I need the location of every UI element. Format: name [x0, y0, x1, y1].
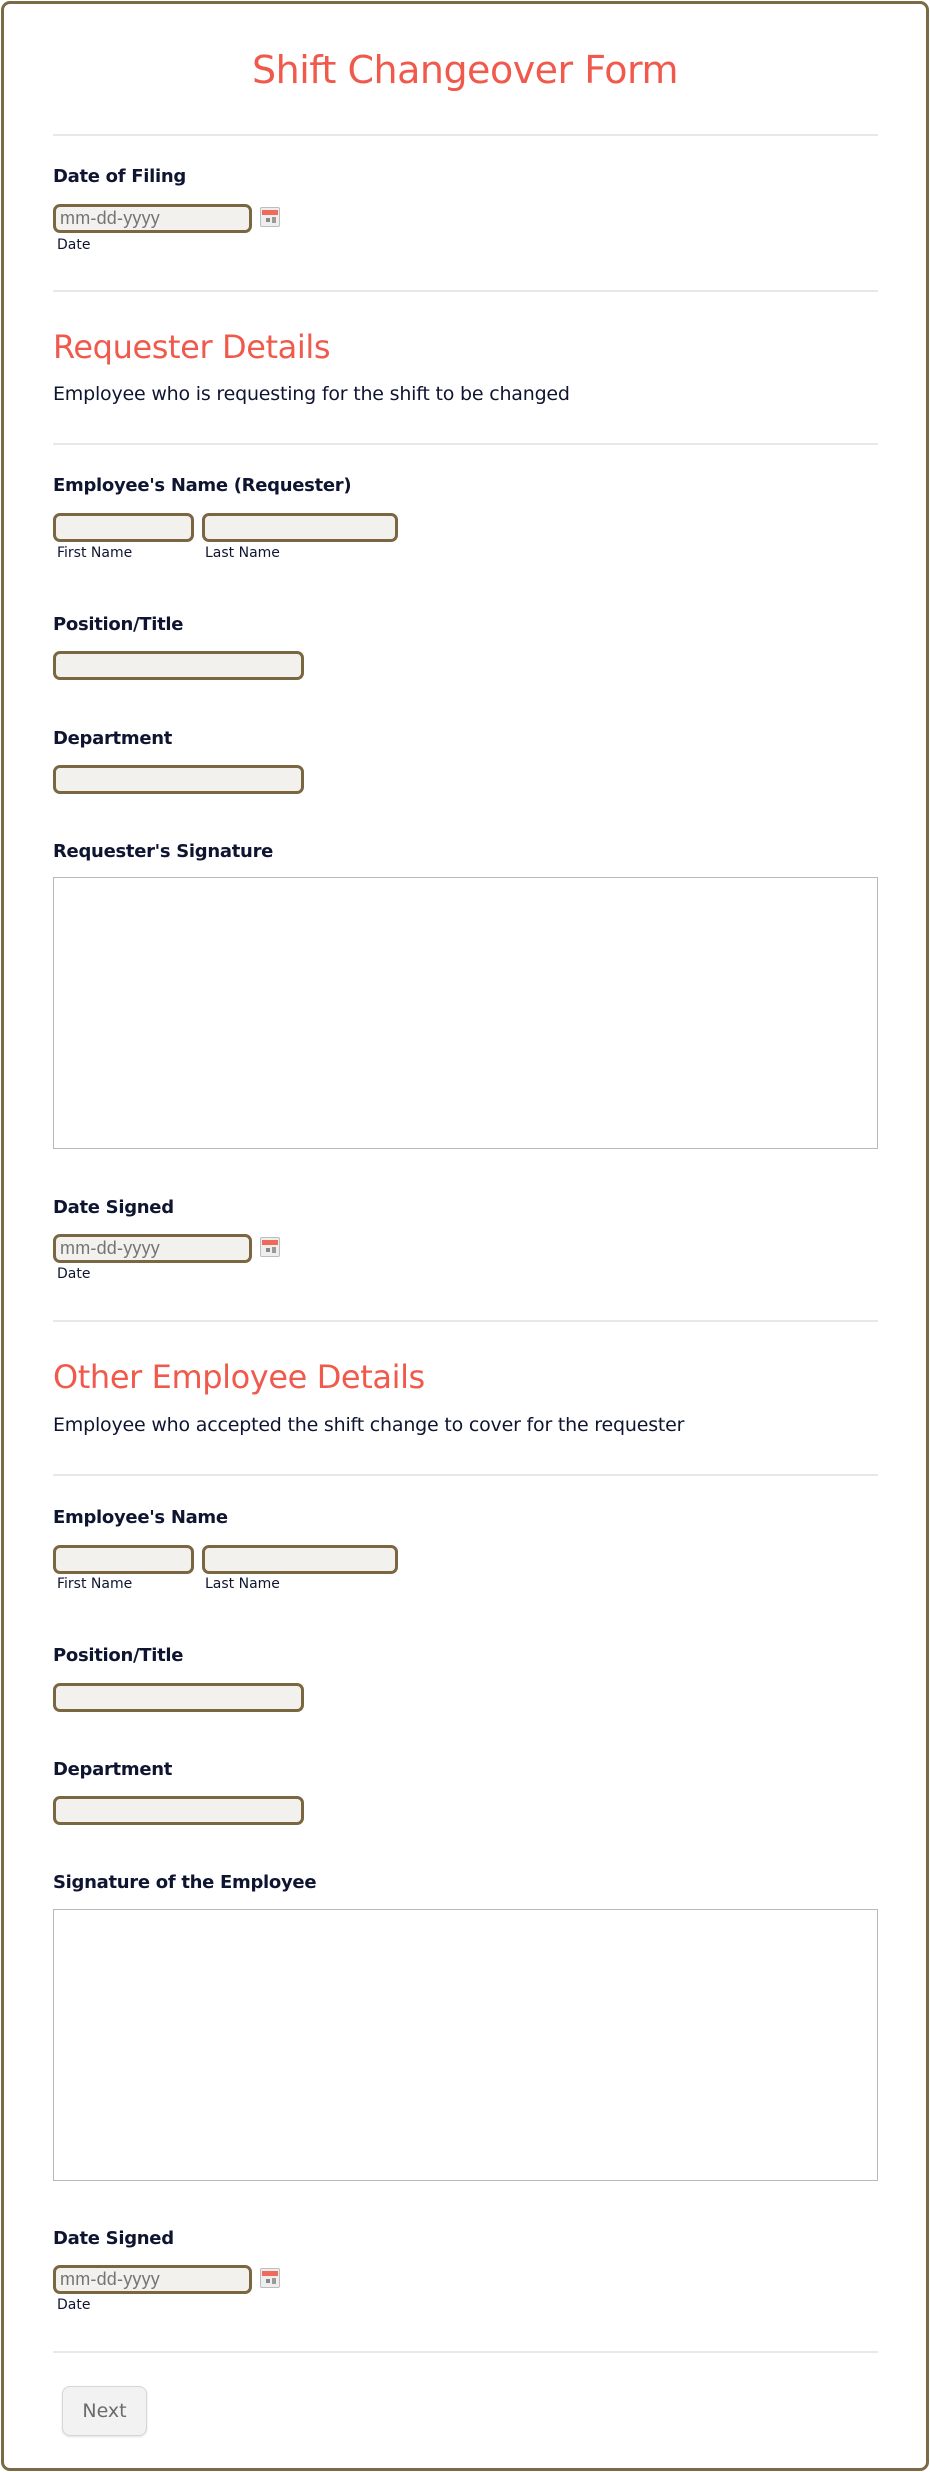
- last-name-sublabel: Last Name: [205, 1576, 280, 1592]
- date-of-filing-label: Date of Filing: [53, 166, 186, 187]
- first-name-sublabel: First Name: [57, 1576, 133, 1592]
- requester-first-name-input[interactable]: [53, 513, 194, 542]
- requester-date-signed-label: Date Signed: [53, 1197, 174, 1218]
- first-name-sublabel: First Name: [57, 545, 133, 561]
- calendar-icon[interactable]: [260, 207, 280, 227]
- date-sublabel: Date: [57, 1266, 91, 1282]
- employee-signature-label: Signature of the Employee: [53, 1872, 317, 1893]
- employee-date-signed-input[interactable]: [53, 2265, 252, 2294]
- employee-position-input[interactable]: [53, 1683, 304, 1712]
- requester-date-signed-input[interactable]: [53, 1234, 252, 1263]
- requester-name-label: Employee's Name (Requester): [53, 475, 352, 496]
- requester-signature-label: Requester's Signature: [53, 841, 274, 862]
- date-of-filing-input[interactable]: [53, 204, 252, 233]
- requester-position-input[interactable]: [53, 651, 304, 680]
- requester-position-label: Position/Title: [53, 614, 184, 635]
- next-button[interactable]: Next: [62, 2386, 147, 2436]
- divider: [53, 134, 878, 136]
- last-name-sublabel: Last Name: [205, 545, 280, 561]
- calendar-icon[interactable]: [260, 2268, 280, 2288]
- divider: [53, 290, 878, 292]
- employee-department-label: Department: [53, 1759, 173, 1780]
- employee-department-input[interactable]: [53, 1796, 304, 1825]
- other-employee-details-heading: Other Employee Details: [53, 1358, 425, 1396]
- divider: [53, 443, 878, 445]
- employee-date-signed-label: Date Signed: [53, 2228, 174, 2249]
- divider: [53, 2351, 878, 2353]
- requester-department-label: Department: [53, 728, 173, 749]
- requester-signature-pad[interactable]: [53, 877, 878, 1149]
- employee-position-label: Position/Title: [53, 1645, 184, 1666]
- employee-name-label: Employee's Name: [53, 1507, 228, 1528]
- employee-first-name-input[interactable]: [53, 1545, 194, 1574]
- form-title: Shift Changeover Form: [252, 48, 678, 92]
- date-sublabel: Date: [57, 2297, 91, 2313]
- divider: [53, 1474, 878, 1476]
- requester-details-description: Employee who is requesting for the shift to be changed: [53, 383, 570, 405]
- calendar-icon[interactable]: [260, 1237, 280, 1257]
- employee-signature-pad[interactable]: [53, 1909, 878, 2181]
- requester-last-name-input[interactable]: [202, 513, 398, 542]
- divider: [53, 1320, 878, 1322]
- requester-details-heading: Requester Details: [53, 328, 331, 366]
- employee-last-name-input[interactable]: [202, 1545, 398, 1574]
- requester-department-input[interactable]: [53, 765, 304, 794]
- other-employee-details-description: Employee who accepted the shift change to cover for the requester: [53, 1414, 685, 1436]
- date-sublabel: Date: [57, 237, 91, 253]
